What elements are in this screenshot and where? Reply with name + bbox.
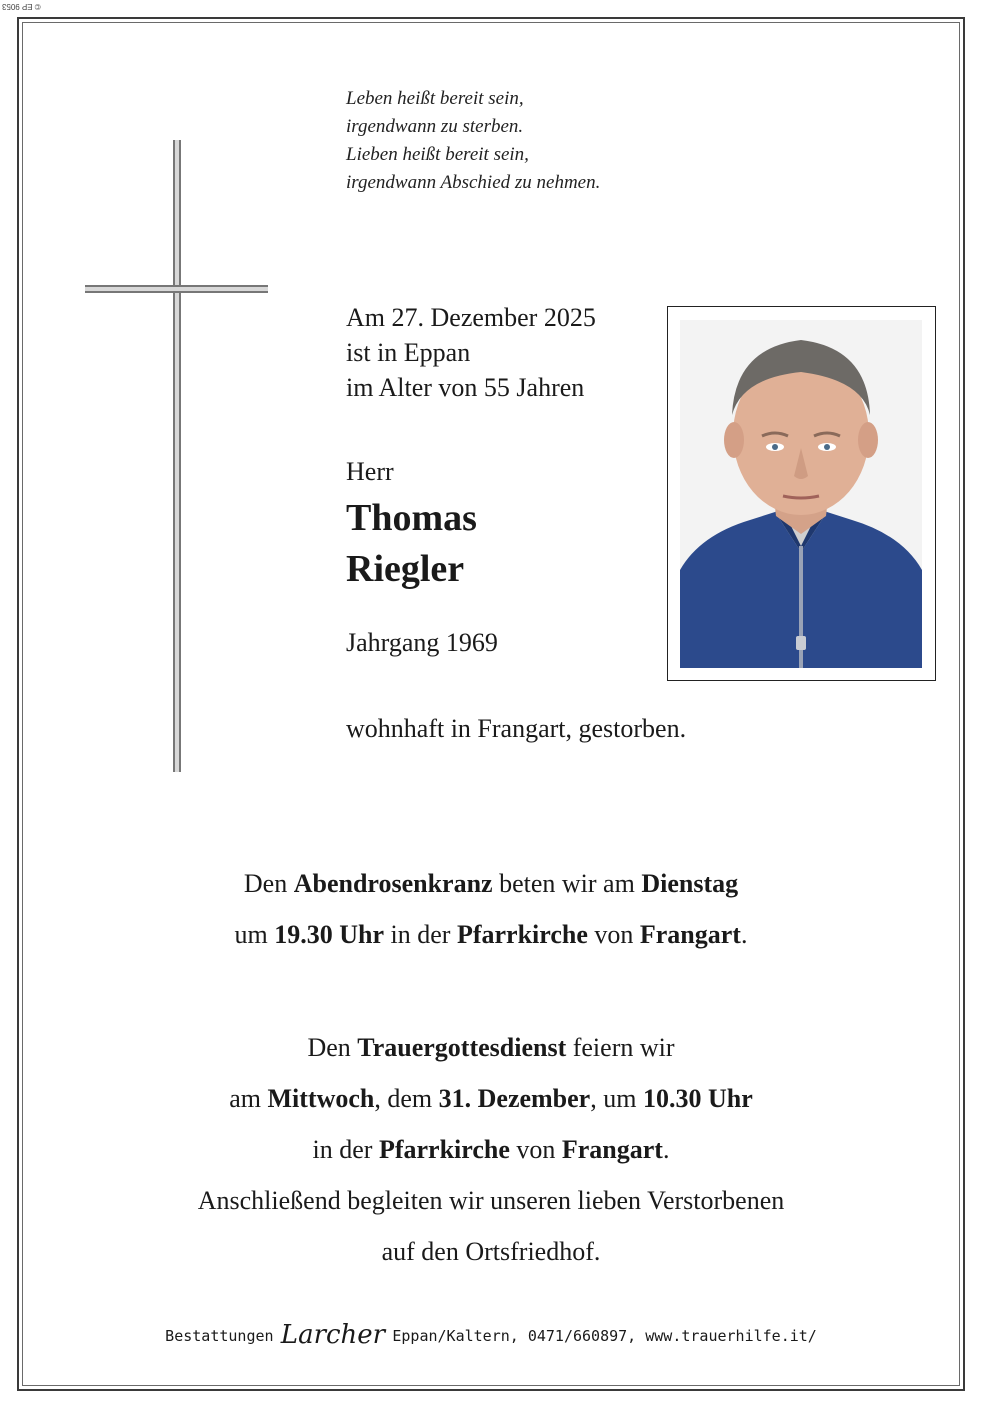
portrait-photo: [680, 320, 922, 668]
service-line-2: [60, 1073, 922, 1124]
poem-line: irgendwann Abschied zu nehmen.: [346, 172, 601, 193]
poem-line: Leben heißt bereit sein,: [346, 88, 524, 109]
portrait-image: [680, 320, 922, 668]
salutation: Herr: [346, 457, 394, 486]
rosary-label: Abendrosenkranz: [293, 869, 493, 898]
rosary-line-2: [60, 909, 922, 960]
poem-line: irgendwann zu sterben.: [346, 116, 524, 137]
text: feiern wir: [566, 1033, 675, 1062]
death-announcement: [346, 300, 596, 405]
footer-prefix: Bestattungen: [165, 1327, 274, 1345]
service-time: 10.30 Uhr: [642, 1084, 753, 1113]
text: Den: [307, 1033, 358, 1062]
text: Den: [243, 869, 294, 898]
poem-line: Lieben heißt bereit sein,: [346, 144, 529, 165]
deceased-name: [346, 493, 477, 595]
text: beten wir am: [492, 869, 642, 898]
intro-line: im Alter von 55 Jahren: [346, 373, 585, 402]
rosary-town: Frangart: [639, 920, 741, 949]
service-label: Trauergottesdienst: [357, 1033, 567, 1062]
poem: [346, 85, 600, 197]
service-date: 31. Dezember: [438, 1084, 591, 1113]
service-line-1: [60, 1022, 922, 1073]
cross-icon-vertical: [173, 140, 181, 772]
text: in der: [384, 920, 457, 949]
text: von: [509, 1135, 562, 1164]
first-name: Thomas: [346, 497, 477, 539]
intro-line: ist in Eppan: [346, 338, 471, 367]
text: um: [234, 920, 275, 949]
service-place: Pfarrkirche: [378, 1135, 510, 1164]
text: in der: [312, 1135, 379, 1164]
text: , um: [590, 1084, 643, 1113]
text: von: [587, 920, 640, 949]
rosary-time: 19.30 Uhr: [274, 920, 385, 949]
funeral-service-notice: [60, 1022, 922, 1277]
service-line-5: auf den Ortsfriedhof.: [381, 1237, 601, 1266]
service-line-4: Anschließend begleiten wir unseren lieben Verstorbenen: [197, 1186, 785, 1215]
last-name: Riegler: [346, 548, 465, 590]
footer-contact: Eppan/Kaltern, 0471/660897, www.trauerhilfe.it/: [392, 1327, 817, 1345]
intro-line: Am 27. Dezember 2025: [346, 303, 596, 332]
footer: [60, 1320, 922, 1350]
residence: wohnhaft in Frangart, gestorben.: [346, 714, 687, 743]
rosary-place: Pfarrkirche: [456, 920, 588, 949]
text: .: [662, 1135, 670, 1164]
print-code: © EP 9053: [2, 2, 41, 11]
text: .: [740, 920, 748, 949]
rosary-notice: [60, 858, 922, 960]
funeral-home-logo: Larcher: [280, 1320, 386, 1350]
rosary-day: Dienstag: [641, 869, 739, 898]
service-day: Mittwoch: [267, 1084, 375, 1113]
service-line-3: [60, 1124, 922, 1175]
birth-year: Jahrgang 1969: [346, 628, 498, 657]
cross-icon-horizontal: [85, 285, 268, 293]
service-town: Frangart: [561, 1135, 663, 1164]
rosary-line-1: [60, 858, 922, 909]
text: , dem: [374, 1084, 439, 1113]
text: am: [229, 1084, 268, 1113]
